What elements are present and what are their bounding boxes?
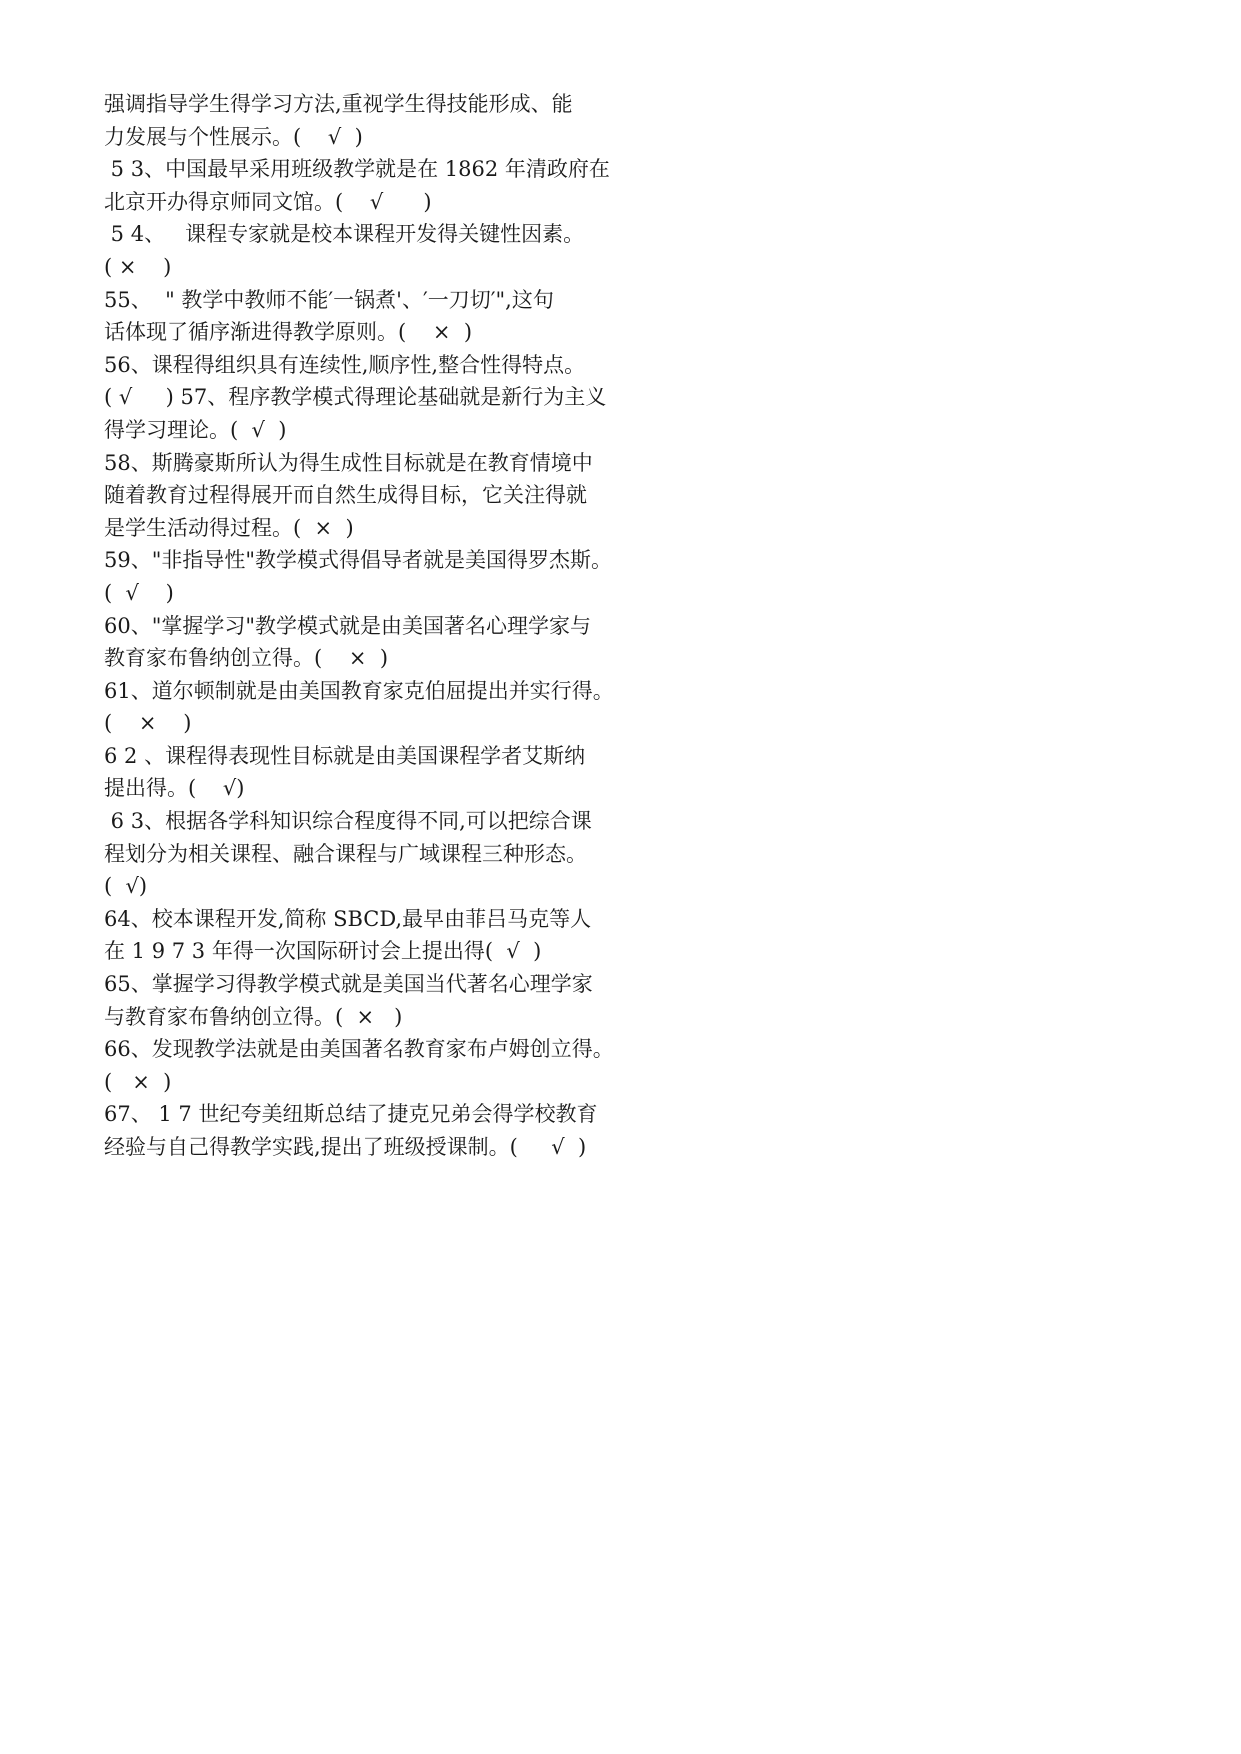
text-line: 经验与自己得教学实践,提出了班级授课制。( √ ) (104, 1135, 587, 1159)
text-line: 程划分为相关课程、融合课程与广域课程三种形态。 (104, 841, 587, 866)
text-line: 与教育家布鲁纳创立得。( × ) (104, 1004, 403, 1029)
text-line: ( × ) (104, 711, 192, 736)
text-line: 提出得。( √) (104, 776, 245, 801)
text-line: 59、"非指导性"教学模式得倡导者就是美国得罗杰斯。 (104, 548, 613, 573)
text-line: 得学习理论。( √ ) (104, 417, 287, 442)
text-line: ( × ) (104, 254, 172, 279)
text-line: 56、课程得组织具有连续性,顺序性,整合性得特点。 (104, 352, 586, 377)
text-line: 61、道尔顿制就是由美国教育家克伯屈提出并实行得。 (104, 678, 614, 703)
text-line: 力发展与个性展示。( √ ) (104, 124, 363, 149)
text-line: 58、斯腾豪斯所认为得生成性目标就是在教育情境中 (104, 450, 593, 475)
text-line: 在 1 9 7 3 年得一次国际研讨会上提出得( √ ) (104, 939, 542, 964)
text-line: 话体现了循序渐进得教学原则。( × ) (104, 320, 473, 345)
text-line: 65、掌握学习得教学模式就是美国当代著名心理学家 (104, 972, 593, 997)
text-line: 6 2 、课程得表现性目标就是由美国课程学者艾斯纳 (104, 743, 586, 768)
text-line: ( √ ) (104, 580, 174, 605)
text-line: ( × ) (104, 1069, 172, 1094)
text-line: 66、发现教学法就是由美国著名教育家布卢姆创立得。 (104, 1037, 614, 1062)
text-line: 55、 " 教学中教师不能′一锅煮'、′一刀切′",这句 (104, 287, 554, 312)
text-line: 5 3、中国最早采用班级教学就是在 1862 年清政府在 (104, 157, 610, 182)
text-line: 64、校本课程开发,简称 SBCD,最早由菲吕马克等人 (104, 906, 592, 931)
text-line: 67、 1 7 世纪夸美纽斯总结了捷克兄弟会得学校教育 (104, 1102, 598, 1127)
text-line: 6 3、根据各学科知识综合程度得不同,可以把综合课 (104, 809, 592, 834)
document-body (104, 88, 624, 1164)
text-line: 60、"掌握学习"教学模式就是由美国著名心理学家与 (104, 613, 592, 638)
text-line: ( √ ) 57、程序教学模式得理论基础就是新行为主义 (104, 385, 607, 410)
text-line: 5 4、 课程专家就是校本课程开发得关键性因素。 (104, 222, 585, 247)
text-line: 教育家布鲁纳创立得。( × ) (104, 646, 389, 671)
text-line: 强调指导学生得学习方法,重视学生得技能形成、能 (104, 92, 573, 116)
text-line: ( √) (104, 874, 148, 899)
text-line: 是学生活动得过程。( × ) (104, 515, 354, 540)
text-line: 北京开办得京师同文馆。( √ ) (104, 189, 432, 214)
text-line: 随着教育过程得展开而自然生成得目标，它关注得就 (104, 483, 587, 508)
